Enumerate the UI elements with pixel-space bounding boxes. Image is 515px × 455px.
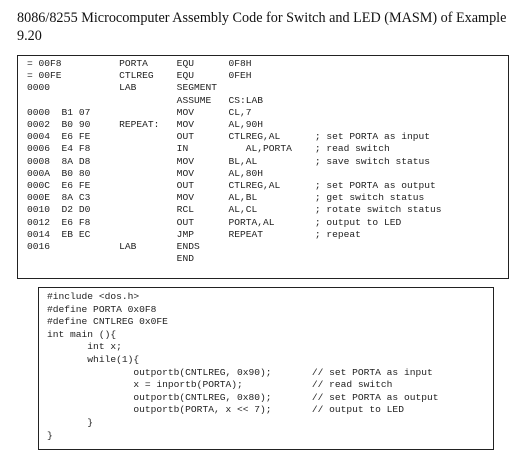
assembly-code-listing: = 00F8 PORTA EQU 0F8H = 00FE CTLREG EQU 0FEH 0000 LAB SEGMENT ASSUME CS:LAB 0000 B1 07 MOV CL,7 0002 B0 90 REPEAT: MOV AL,90H 0004 E6 FE OUT CTLREG,AL ; set PORTA as input 0006 E4 F8 IN AL,PORTA ; read switch 0008 8A D8 MOV BL,AL ; save switch status 000A B0 80 MOV AL,80H 000C E6 FE OUT CTLREG,AL ; set PORTA as output 000E 8A C3 MOV AL,BL ; get switch status 0010 D2 D0 RCL AL,CL ; rotate switch status 0012 E6 F8 OUT PORTA,AL ; output to LED 0014 EB EC JMP REPEAT ; repeat 0016 LAB ENDS END bbox=[27, 58, 442, 265]
c-code-listing: #include <dos.h> #define PORTA 0x0F8 #define CNTLREG 0x0FE int main (){ int x; while(1){ outportb(CNTLREG, 0x90); // set PORTA as input x = inportb(PORTA); // read switch outportb(CNTLREG, 0x80); // set PORTA as output outportb(PORTA, x << 7); // output to LED } } bbox=[47, 291, 439, 441]
figure-caption: 8086/8255 Microcomputer Assembly Code for Switch and LED (MASM) of Example 9.20 bbox=[17, 10, 510, 44]
c-code-box bbox=[38, 287, 494, 450]
assembly-code-box bbox=[17, 55, 509, 279]
